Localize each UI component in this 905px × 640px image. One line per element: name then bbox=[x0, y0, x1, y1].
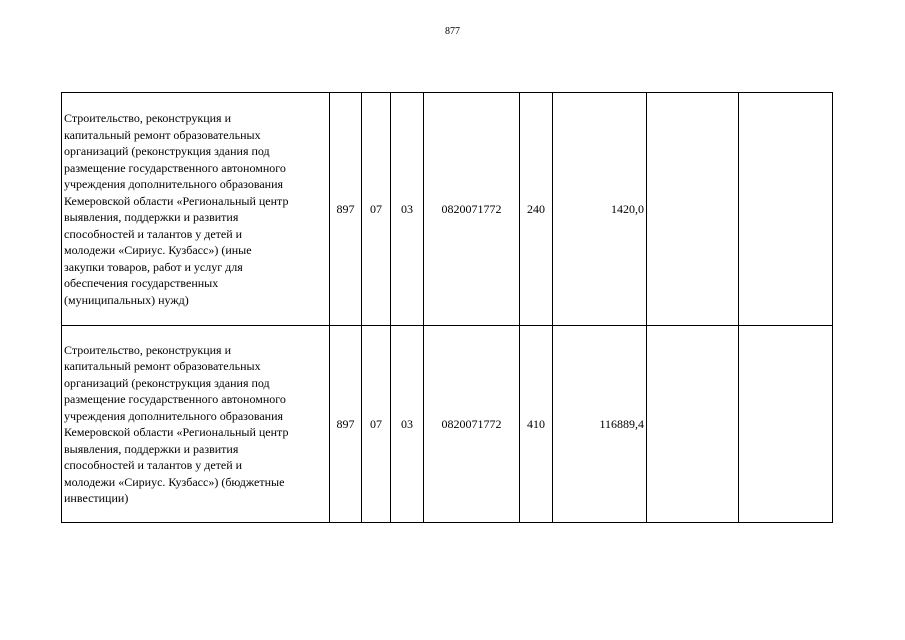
ministry-code: 897 bbox=[330, 326, 362, 523]
target-article-code: 0820071772 bbox=[424, 326, 520, 523]
subsection-code: 03 bbox=[391, 326, 424, 523]
description-line: Строительство, реконструкция и bbox=[64, 111, 231, 125]
description-line: Строительство, реконструкция и bbox=[64, 342, 231, 357]
table-row bbox=[62, 93, 833, 326]
empty-cell bbox=[647, 93, 739, 326]
description-line: закупки товаров, работ и услуг для bbox=[64, 259, 243, 274]
section-code: 07 bbox=[362, 93, 391, 326]
subsection-code: 03 bbox=[391, 93, 424, 326]
target-article-code: 0820071772 bbox=[424, 93, 520, 326]
page-number: 877 bbox=[445, 26, 460, 37]
description-line: организаций (реконструкция здания под bbox=[64, 144, 270, 158]
expense-type-code: 240 bbox=[520, 93, 553, 326]
table-row bbox=[62, 326, 833, 523]
amount-value: 1420,0 bbox=[553, 93, 647, 326]
description-line: учреждения дополнительного образования bbox=[64, 177, 284, 191]
empty-cell bbox=[739, 326, 833, 523]
expense-type-code: 410 bbox=[520, 326, 553, 523]
description-line: размещение государственного автономного bbox=[64, 392, 286, 406]
ministry-code: 897 bbox=[330, 93, 362, 326]
description-line: Кемеровской области «Региональный центр bbox=[64, 193, 289, 208]
description-line: способностей и талантов у детей и bbox=[64, 226, 243, 241]
description-line: капитальный ремонт образовательных bbox=[64, 127, 261, 142]
description-line: капитальный ремонт образовательных bbox=[64, 359, 261, 373]
description-line: молодежи «Сириус. Кузбасс») (бюджетные bbox=[64, 474, 285, 489]
description-line: (муниципальных) нужд) bbox=[64, 292, 189, 307]
description-line: выявления, поддержки и развития bbox=[64, 441, 239, 456]
description-line: размещение государственного автономного bbox=[64, 160, 286, 175]
budget-table bbox=[61, 92, 833, 523]
empty-cell bbox=[647, 326, 739, 523]
section-code: 07 bbox=[362, 326, 391, 523]
expense-description bbox=[62, 326, 330, 523]
description-line: организаций (реконструкция здания под bbox=[64, 375, 270, 390]
amount-value: 116889,4 bbox=[553, 326, 647, 523]
empty-cell bbox=[739, 93, 833, 326]
description-line: учреждения дополнительного образования bbox=[64, 408, 284, 423]
description-line: инвестиции) bbox=[64, 491, 129, 505]
description-line: способностей и талантов у детей и bbox=[64, 458, 243, 472]
description-line: Кемеровской области «Региональный центр bbox=[64, 425, 289, 439]
expense-description bbox=[62, 93, 330, 326]
description-line: выявления, поддержки и развития bbox=[64, 210, 239, 224]
description-line: молодежи «Сириус. Кузбасс») (иные bbox=[64, 243, 252, 257]
description-line: обеспечения государственных bbox=[64, 276, 219, 290]
